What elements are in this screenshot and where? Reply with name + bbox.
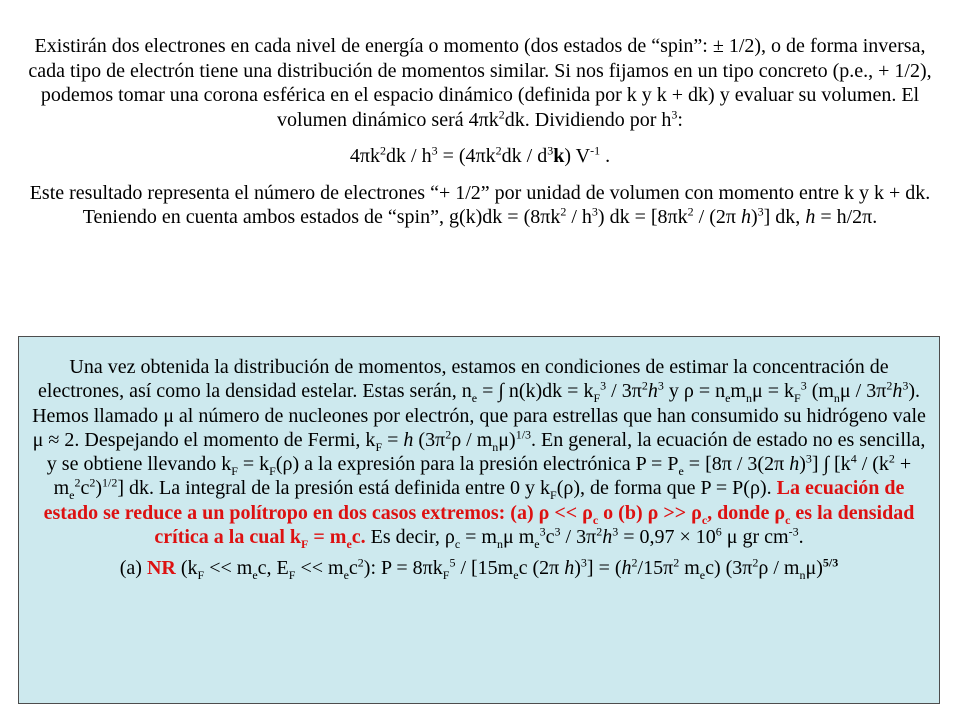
- highlight-box: [18, 336, 940, 704]
- intro-text-block: [22, 34, 938, 230]
- paragraph-result: Este resultado representa el número de electrones “+ 1/2” por unidad de volumen con momento entre k y k + dk. Teniendo en cuenta ambos estados de “spin”, $g(k)dk = (8\pi k^2 / h^3)$ dk = [$8\pi k^2 / (2\pi$ h)$^3$] dk, h = h/2π.: [29, 181, 931, 228]
- paragraph-spin-states: Existirán dos electrones en cada nivel de energía o momento (dos estados de “spin”: ± 1/2), o de forma inversa, cada tipo de electrón tiene una distribución de momentos similar. Si nos fijamos en un tipo concreto (p.e., + 1/2), podemos tomar una corona esférica en el espacio dinámico (definida por k y k + dk) y evaluar su volumen. El volumen dinámico será $4\pi k^2dk$. Dividiendo por $h^3$:: [28, 35, 932, 131]
- paragraph-nr-case: (a) NR ($k_F << m_ec$, $E_F << m_ec^2$): $P = 8\pi k_F^5 / [15m_ec$ (2π $h)^3] = (h^2/15\pi^2$ $m_ec$) $(3\pi^2\rho / m_n\mu)^{5/3}$: [119, 555, 839, 583]
- equation-volume: $4\pi k^2dk / h^3 = (4\pi k^2dk / d^3k)$ $V^{-1}$ .: [349, 143, 611, 167]
- paragraph-state-equation: Una vez obtenida la distribución de momentos, estamos en condiciones de estimar la concentración de electrones, así como la densidad estelar. Estas serán, $n_e$ = ∫ $n(k)dk = k_F^3 / 3\pi^2h^3$ y $\rho = n_em_n\mu = k_F^3$ $(m_n\mu / 3\pi^2h^3)$. Hemos llamado μ al número de nucleones por electrón, que para estrellas que han consumido su hidrógeno vale μ ≈ 2. Despejando el momento de Fermi, $k_F = h$ $(3\pi^2\rho / m_n\mu)^{1/3}$. En general, la ecuación de estado no es sencilla, y se obtiene llevando $k_F = k_F(\rho)$ a la expresión para la presión electrónica $P = P_e = [8\pi / 3(2\pi$ h)$^3$] ∫ $[k^4 / (k^2 + m_e^2c^2)^{1/2}]$ dk. La integral de la presión está definida entre 0 y $k_F(\rho)$, de forma que P = P(ρ). La ecuación de estado se reduce a un polítropo en dos casos extremos: (a) $\rho << \rho_c$ o (b) $\rho >> \rho_c$, donde $\rho_c$ es la densidad crítica a la cual $k_F = m_ec$. Es decir, $\rho_c = m_n\mu$ $m_e^3c^3 / 3\pi^2h^3 = 0,97 \times 10^6$ μ gr $cm^{-3}$.: [32, 356, 926, 552]
